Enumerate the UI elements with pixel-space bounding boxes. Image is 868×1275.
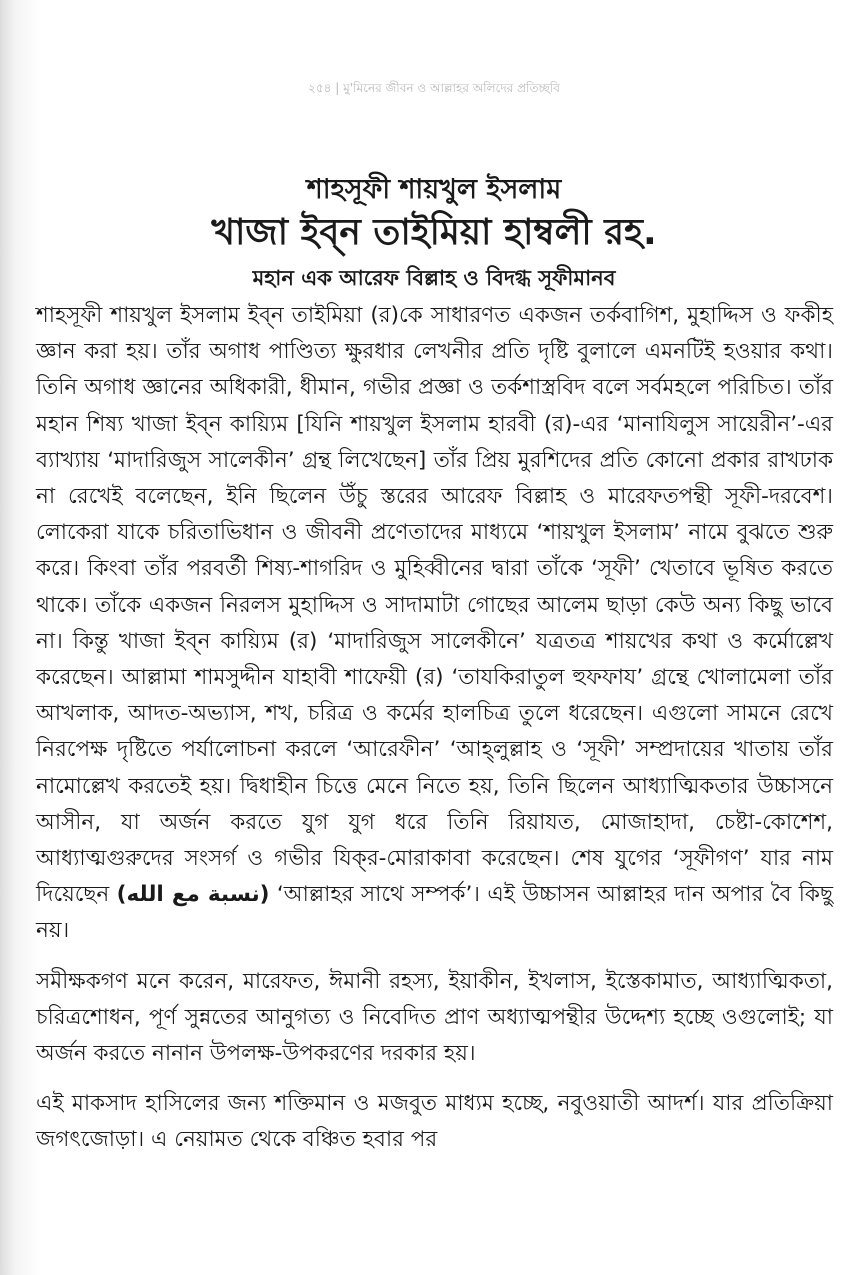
arabic-phrase: (نسبة مع الله) — [116, 882, 270, 908]
body-text — [36, 298, 833, 1159]
heading-subtitle: মহান এক আরেফ বিল্লাহ ও বিদগ্ধ সূফীমানব — [252, 266, 616, 290]
paragraph-3: এই মাকসাদ হাসিলের জন্য শক্তিমান ও মজবুত মাধ্যম হচ্ছে, নবুওয়াতী আদর্শ। যার প্রতিক্রিয়া জগৎজোড়া। এ নেয়ামত থেকে বঞ্চিত হবার পর — [36, 1091, 833, 1153]
paragraph-1 — [36, 298, 833, 950]
paragraph-1-text-end: ‘আল্লাহর সাথে সম্পর্ক’। এই উচ্চাসন আল্লাহর দান অপার বৈ কিছু নয়। — [36, 882, 833, 944]
chapter-heading — [0, 172, 868, 298]
running-head: ২৫৪ | মু'মিনের জীবন ও আল্লাহর অলিদের প্রতিচ্ছবি — [308, 81, 560, 95]
heading-title-line-2: খাজা ইব্‌ন তাইমিয়া হাম্বলী রহ. — [211, 212, 657, 253]
paragraph-2: সমীক্ষকগণ মনে করেন, মারেফত, ঈমানী রহস্য, ইয়াকীন, ইখলাস, ইস্তেকামাত, আধ্যাত্মিকতা, চরিত্রশোধন, পূর্ণ সুন্নতের আনুগত্য ও নিবেদিত প্রাণ অধ্যাত্মপন্থীর উদ্দেশ্য হচ্ছে ওগুলোই; যা অর্জন করতে নানান উপলক্ষ-উপকরণের দরকার হয়। — [36, 968, 833, 1067]
heading-title-line-1: শাহসূফী শায়খুল ইসলাম — [306, 174, 562, 205]
paragraph-1-text: শাহসূফী শায়খুল ইসলাম ইব্‌ন তাইমিয়া (র)কে সাধারণত একজন তর্কবাগিশ, মুহাদ্দিস ও ফকীহ জ্ঞান করা হয়। তাঁর অগাধ পাণ্ডিত্য ক্ষুরধার লেখনীর প্রতি দৃষ্টি বুলালে এমনটিই হওয়ার কথা। তিনি অগাধ জ্ঞানের অধিকারী, ধীমান, গভীর প্রজ্ঞা ও তর্কশাস্ত্রবিদ বলে সর্বমহলে পরিচিত। তাঁর মহান শিষ্য খাজা ইব্‌ন কায়্যিম [যিনি শায়খুল ইসলাম হারবী (র)-এর ‘মানাযিলুস সায়েরীন’-এর ব্যাখ্যায় ‘মাদারিজুস সালেকীন’ গ্রন্থ লিখেছেন] তাঁর প্রিয় মুরশিদের প্রতি কোনো প্রকার রাখঢাক না রেখেই বলেছেন, ইনি ছিলেন উঁচু স্তরের আরেফ বিল্লাহ ও মারেফতপন্থী সূফী-দরবেশ। লোকেরা যাকে চরিতাভিধান ও জীবনী প্রণেতাদের মাধ্যমে ‘শায়খুল ইসলাম’ নামে বুঝতে শুরু করে। কিংবা তাঁর পরবর্তী শিষ্য-শাগরিদ ও মুহিব্বীনের দ্বারা তাঁকে ‘সূফী’ খেতাবে ভূষিত করতে থাকে। তাঁকে একজন নিরলস মুহাদ্দিস ও সাদামাটা গোছের আলেম ছাড়া কেউ অন্য কিছু ভাবে না। কিন্তু খাজা ইব্‌ন কায়্যিম (র) ‘মাদারিজুস সালেকীনে’ যত্রতত্র শায়খের কথা ও কর্মোল্লেখ করেছেন। আল্লামা শামসুদ্দীন যাহাবী শাফেয়ী (র) ‘তাযকিরাতুল হুফফায’ গ্রন্থে খোলামেলা তাঁর আখলাক, আদত-অভ্যাস, শখ, চরিত্র ও কর্মের হালচিত্র তুলে ধরেছেন। এগুলো সামনে রেখে নিরপেক্ষ দৃষ্টিতে পর্যালোচনা করলে ‘আরেফীন’ ‘আহ্‌লুল্লাহ ও ‘সূফী’ সম্প্রদায়ের খাতায় তাঁর নামোল্লেখ করতেই হয়। দ্বিধাহীন চিত্তে মেনে নিতে হয়, তিনি ছিলেন আধ্যাত্মিকতার উচ্চাসনে আসীন, যা অর্জন করতে যুগ যুগ ধরে তিনি রিয়াযত, মোজাহাদা, চেষ্টা-কোশেশ, আধ্যাত্মগুরুদের সংসর্গ ও গভীর যিক্‌র-মোরাকাবা করেছেন। শেষ যুগের ‘সূফীগণ’ যার নাম দিয়েছেন — [36, 303, 833, 908]
